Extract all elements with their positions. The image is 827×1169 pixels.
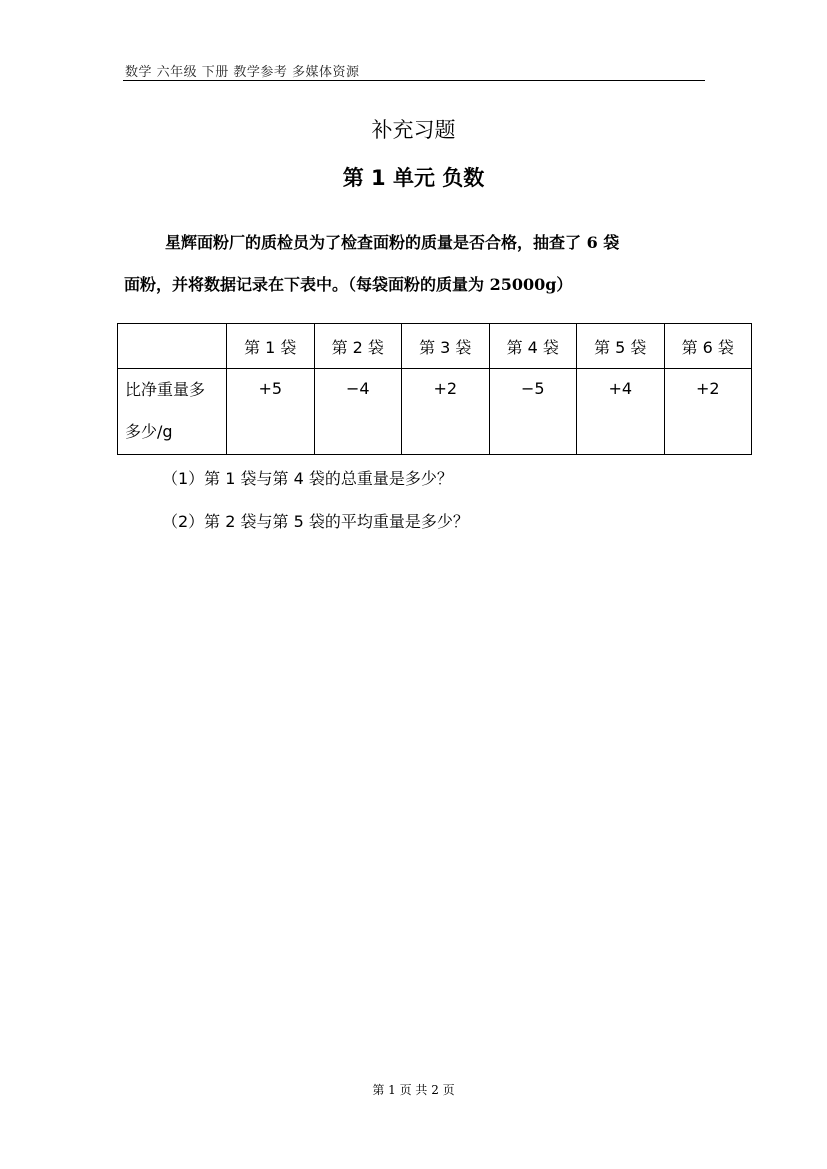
row-label-line-1: 比净重量多: [125, 380, 206, 399]
problem-line-2: 面粉，并将数据记录在下表中。（每袋面粉的质量为 25000g）: [124, 275, 573, 294]
problem-statement: [124, 222, 724, 306]
table-value-cell: +4: [577, 369, 665, 455]
table-value-cell: −5: [489, 369, 577, 455]
unit-title: 第 1 单元 负数: [342, 166, 485, 190]
table-row: [118, 369, 752, 455]
page-footer: 第 1 页 共 2 页: [372, 1083, 455, 1097]
table-header-cell: 第 3 袋: [402, 324, 490, 369]
row-label-line-2: 多少/g: [125, 422, 173, 441]
table-header-cell: 第 6 袋: [664, 324, 752, 369]
table-row-label: [118, 369, 227, 455]
document-title: 补充习题: [371, 118, 456, 142]
question-2: （2）第 2 袋与第 5 袋的平均重量是多少？: [162, 512, 469, 531]
page-header: [123, 60, 705, 81]
table-value-cell: +2: [402, 369, 490, 455]
table-header-cell: 第 4 袋: [489, 324, 577, 369]
table-value-cell: +5: [227, 369, 315, 455]
question-1: （1）第 1 袋与第 4 袋的总重量是多少？: [162, 469, 453, 488]
table-corner-cell: [118, 324, 227, 369]
table-value-cell: +2: [664, 369, 752, 455]
weight-table: [117, 323, 752, 455]
table-header-row: [118, 324, 752, 369]
table-header-cell: 第 1 袋: [227, 324, 315, 369]
table-value-cell: −4: [314, 369, 402, 455]
problem-line-1: 星辉面粉厂的质检员为了检查面粉的质量是否合格，抽查了 6 袋: [165, 233, 620, 252]
header-text: 数学 六年级 下册 教学参考 多媒体资源: [125, 65, 360, 80]
table-header-cell: 第 5 袋: [577, 324, 665, 369]
table-header-cell: 第 2 袋: [314, 324, 402, 369]
